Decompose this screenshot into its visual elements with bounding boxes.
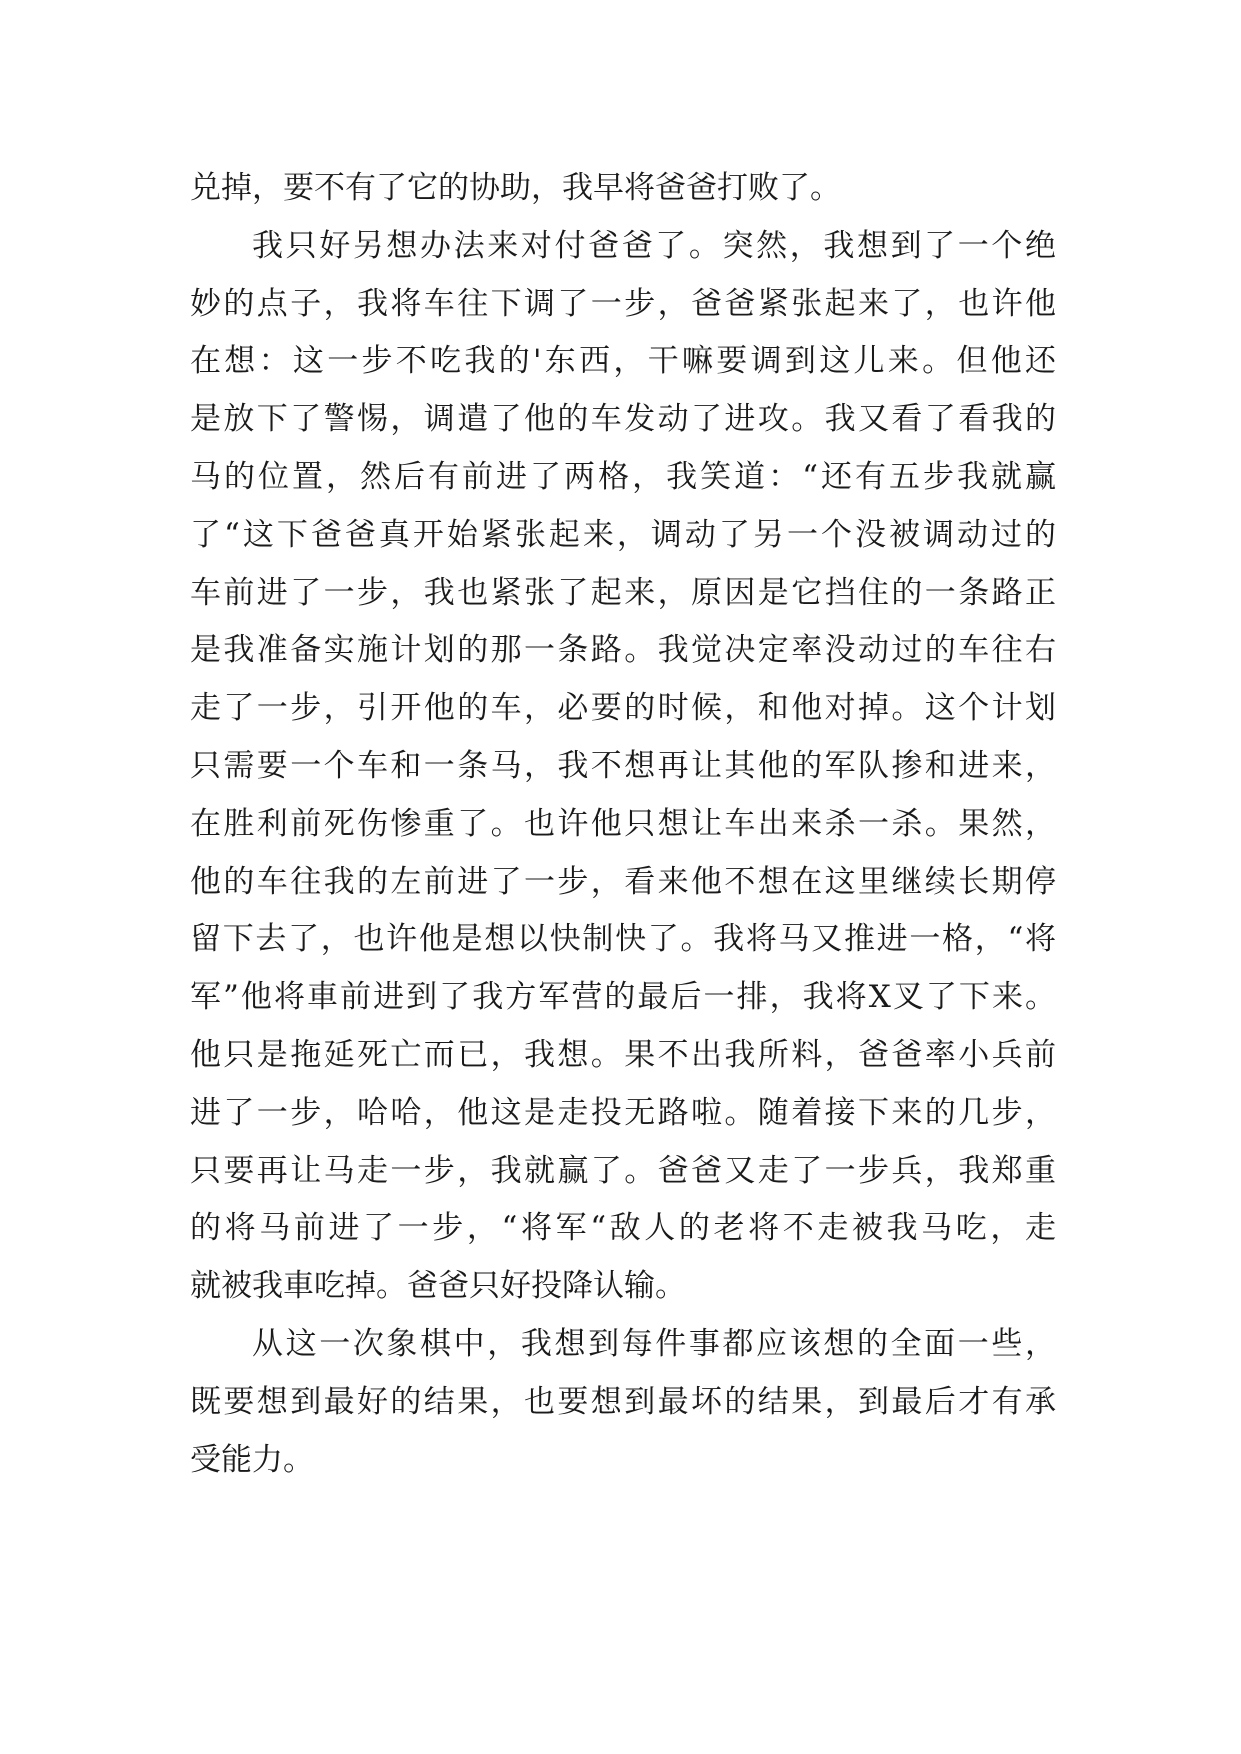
text-line-22: 既要想到最好的结果，也要想到最坏的结果，到最后才有承: [190, 1383, 1056, 1420]
text-line-16: 他只是拖延死亡而已，我想。果不出我所料，爸爸率小兵前: [190, 1036, 1056, 1073]
text-line-7: 了“这下爸爸真开始紧张起来，调动了另一个没被调动过的: [190, 516, 1056, 553]
text-line-15: 军”他将車前进到了我方军营的最后一排，我将X叉了下来。: [190, 979, 1056, 1016]
text-line-10: 走了一步，引开他的车，必要的时候，和他对掉。这个计划: [190, 690, 1056, 727]
text-line-14: 留下去了，也许他是想以快制快了。我将马又推进一格，“将: [190, 921, 1056, 958]
text-line-3: 妙的点子，我将车往下调了一步，爸爸紧张起来了，也许他: [190, 285, 1056, 322]
document-body: [190, 160, 1056, 1489]
text-line-4: 在想：这一步不吃我的'东西，干嘛要调到这儿来。但他还: [190, 343, 1056, 380]
text-line-1: 兑掉，要不有了它的协助，我早将爸爸打败了。: [190, 170, 841, 206]
text-line-6: 马的位置，然后有前进了两格，我笑道：“还有五步我就赢: [190, 458, 1056, 495]
text-line-20: 就被我車吃掉。爸爸只好投降认输。: [190, 1268, 686, 1305]
text-line-5: 是放下了警惕，调遣了他的车发动了进攻。我又看了看我的: [190, 401, 1056, 438]
text-line-11: 只需要一个车和一条马，我不想再让其他的军队掺和进来，: [190, 747, 1056, 784]
text-line-12: 在胜利前死伤惨重了。也许他只想让车出来杀一杀。果然，: [190, 805, 1056, 842]
text-line-17: 进了一步，哈哈，他这是走投无路啦。随着接下来的几步，: [190, 1094, 1056, 1131]
text-line-13: 他的车往我的左前进了一步，看来他不想在这里继续长期停: [190, 863, 1056, 900]
text-line-2: 我只好另想办法来对付爸爸了。突然，我想到了一个绝: [252, 227, 1056, 264]
text-line-19: 的将马前进了一步，“将军“敌人的老将不走被我马吃，走: [190, 1210, 1056, 1247]
text-line-23: 受能力。: [190, 1441, 314, 1478]
text-line-18: 只要再让马走一步，我就赢了。爸爸又走了一步兵，我郑重: [190, 1152, 1056, 1189]
text-line-9: 是我准备实施计划的那一条路。我觉决定率没动过的车往右: [190, 632, 1056, 669]
text-line-21: 从这一次象棋中，我想到每件事都应该想的全面一些，: [252, 1325, 1056, 1362]
text-line-8: 车前进了一步，我也紧张了起来，原因是它挡住的一条路正: [190, 574, 1056, 611]
